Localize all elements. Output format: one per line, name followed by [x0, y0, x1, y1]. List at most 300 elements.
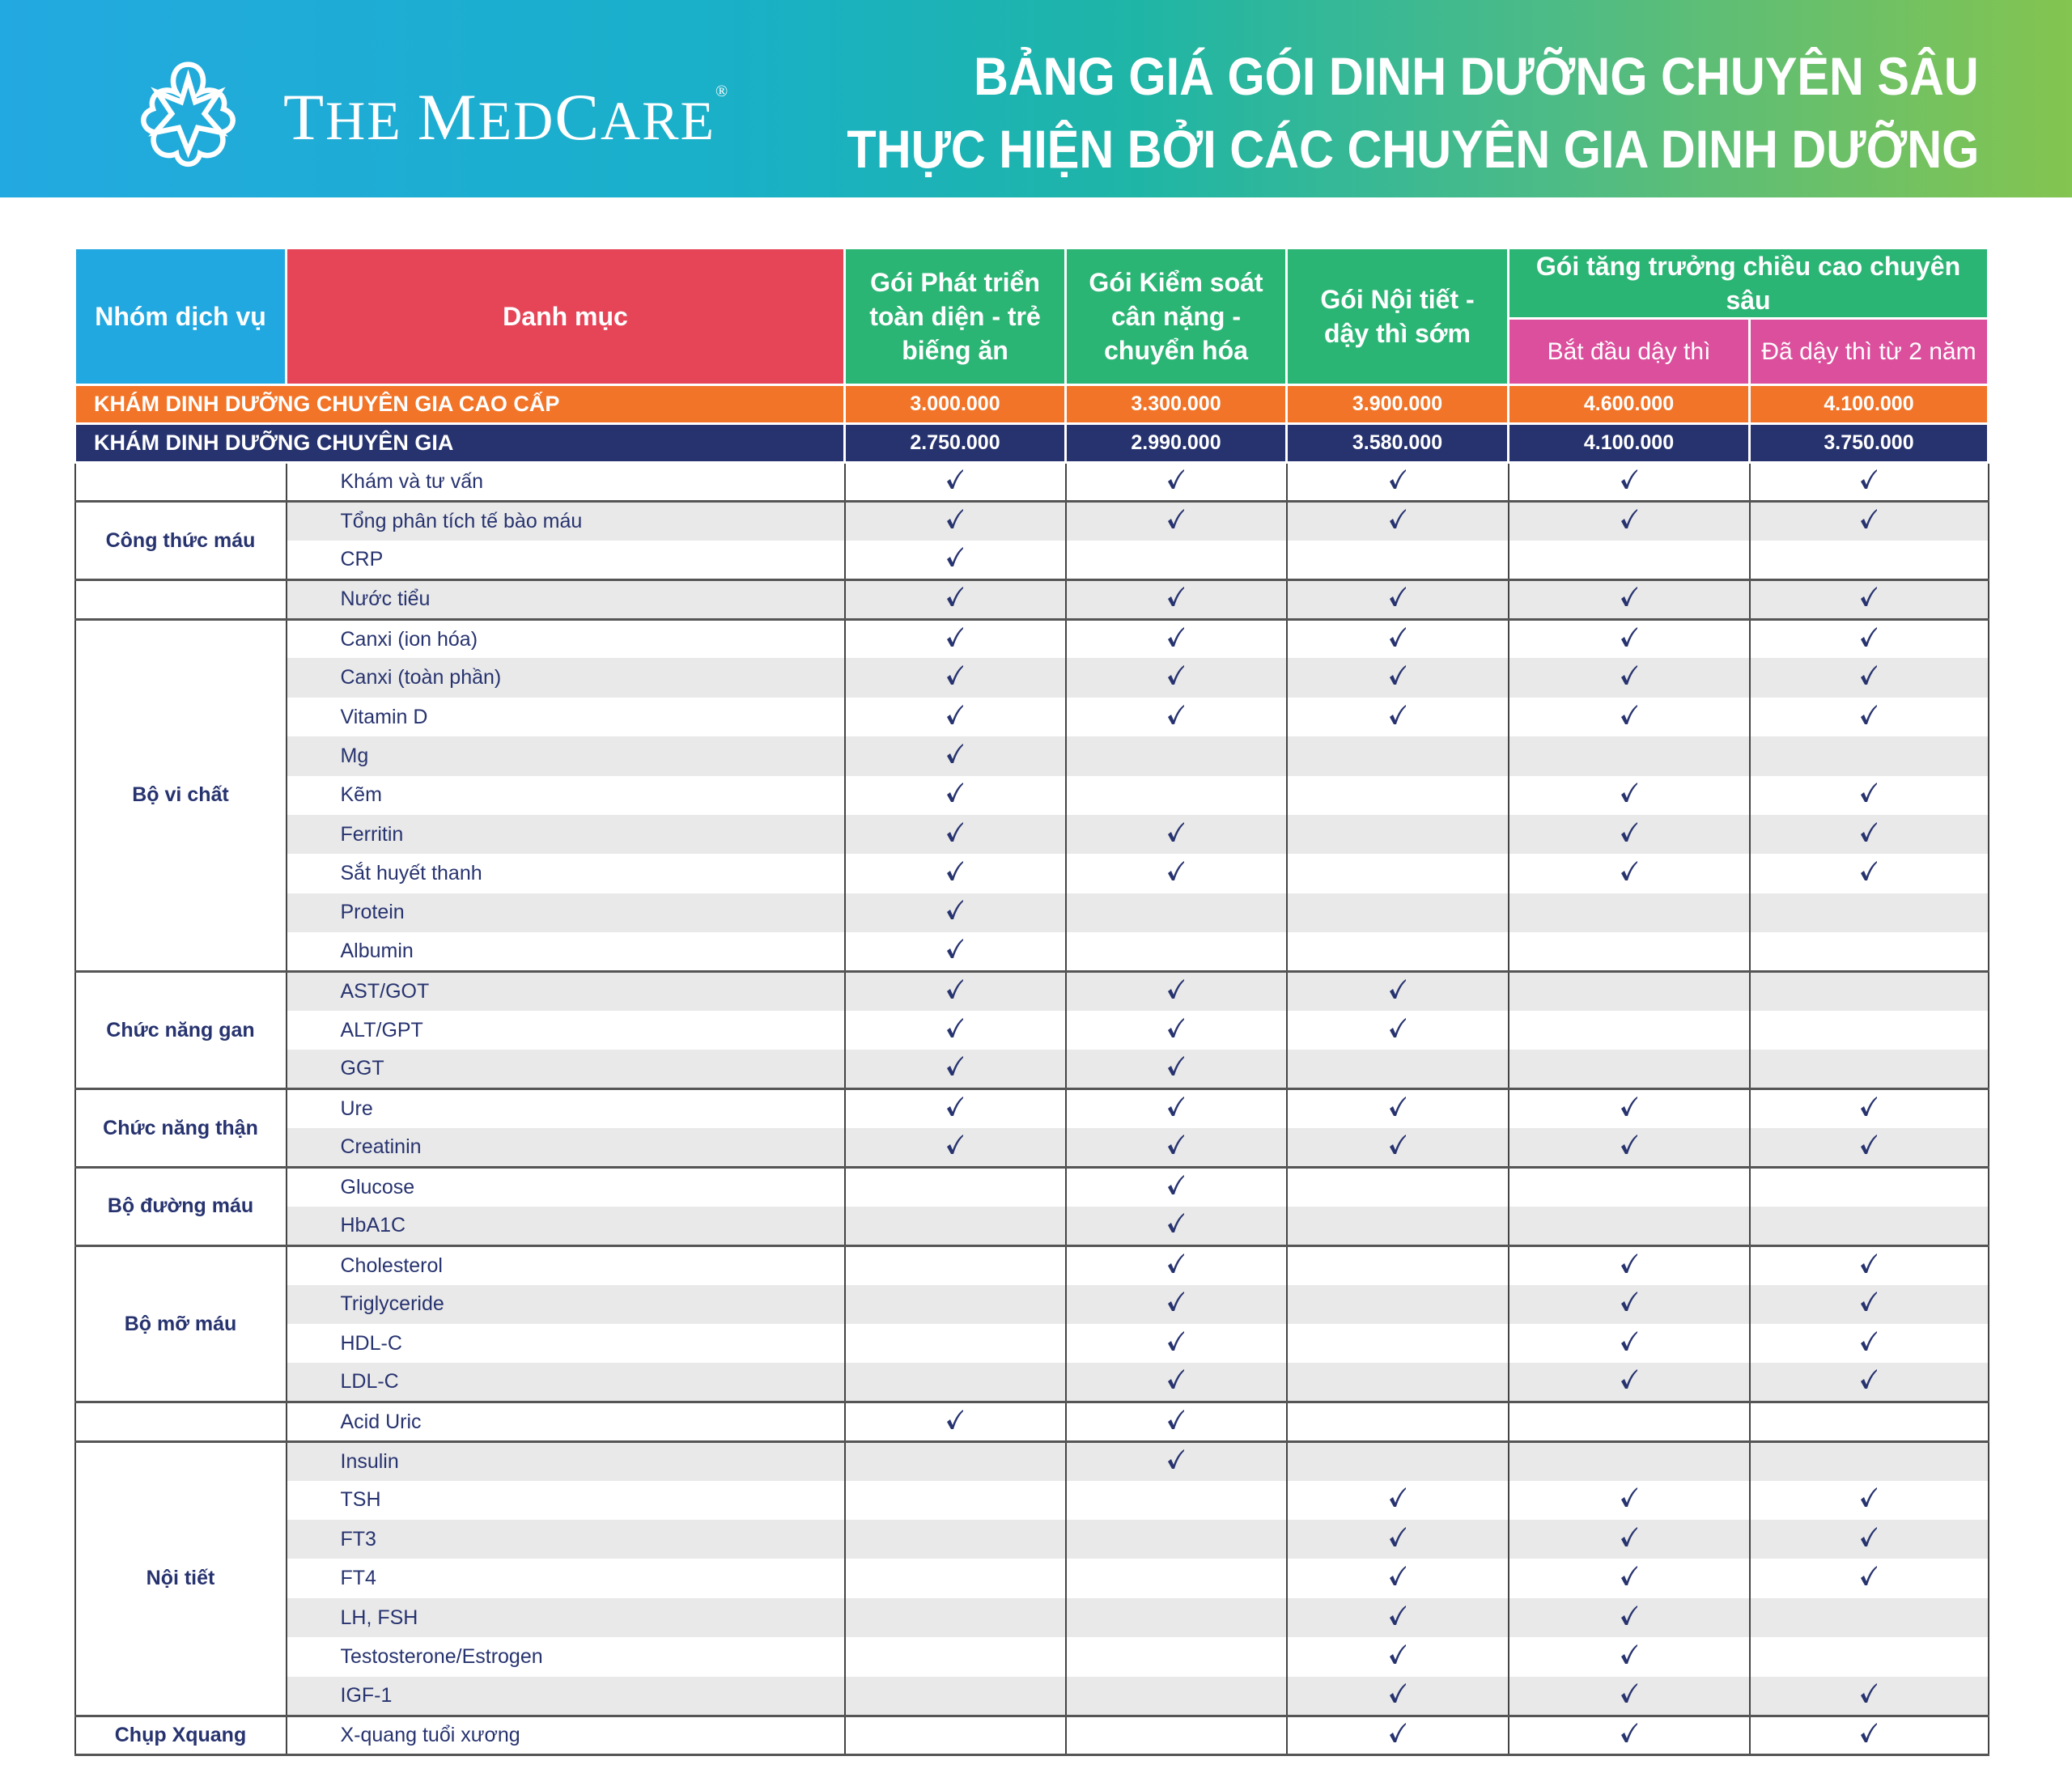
package-inclusion-cell [1287, 893, 1509, 932]
package-inclusion-cell [1066, 1324, 1287, 1363]
checkmark-icon [946, 1137, 964, 1160]
package-inclusion-cell [1066, 1441, 1287, 1480]
service-item-name: Triglyceride [287, 1285, 845, 1324]
checkmark-icon [946, 1412, 964, 1435]
package-inclusion-cell [1509, 932, 1750, 971]
checkmark-icon [1860, 1099, 1878, 1122]
table-row [75, 463, 1989, 502]
package-inclusion-cell [1287, 1324, 1509, 1363]
package-inclusion-cell [1287, 1481, 1509, 1520]
checkmark-icon [1389, 668, 1407, 690]
checkmark-icon [1389, 1020, 1407, 1043]
package-inclusion-cell [1509, 854, 1750, 893]
package-inclusion-cell [1066, 1128, 1287, 1167]
checkmark-icon [946, 630, 964, 652]
package-inclusion-cell [1509, 463, 1750, 502]
checkmark-icon [1860, 1137, 1878, 1160]
column-header-item: Danh mục [287, 248, 845, 385]
package-inclusion-cell [1750, 1441, 1989, 1480]
table-row [75, 698, 1989, 736]
package-inclusion-cell [1066, 1168, 1287, 1207]
package-inclusion-cell [845, 1011, 1066, 1050]
package-inclusion-cell [1750, 932, 1989, 971]
package-inclusion-cell [1287, 1363, 1509, 1402]
checkmark-icon [1167, 472, 1185, 494]
price-value: 4.600.000 [1509, 385, 1750, 424]
checkmark-icon [1167, 630, 1185, 652]
standard-price-row [75, 424, 1989, 463]
table-row [75, 1441, 1989, 1480]
service-item-name: Albumin [287, 932, 845, 971]
service-item-name: X-quang tuổi xương [287, 1716, 845, 1754]
package-inclusion-cell [845, 1637, 1066, 1676]
checkmark-icon [1620, 1256, 1638, 1279]
table-row [75, 815, 1989, 854]
service-group-cell: Bộ vi chất [75, 619, 287, 972]
service-item-name: Canxi (ion hóa) [287, 619, 845, 658]
package-inclusion-cell [845, 1441, 1066, 1480]
package-inclusion-cell [1287, 1559, 1509, 1597]
package-inclusion-cell [1066, 1559, 1287, 1597]
package-inclusion-cell [1750, 815, 1989, 854]
checkmark-icon [946, 825, 964, 847]
package-inclusion-cell [845, 932, 1066, 971]
package-inclusion-cell [1066, 815, 1287, 854]
package-inclusion-cell [1287, 1128, 1509, 1167]
table-row [75, 1245, 1989, 1284]
checkmark-icon [1167, 982, 1185, 1004]
checkmark-icon [1620, 1372, 1638, 1394]
page-title-line1: BẢNG GIÁ GÓI DINH DƯỠNG CHUYÊN SÂU [974, 46, 1979, 106]
checkmark-icon [1167, 589, 1185, 612]
table-row [75, 580, 1989, 619]
package-inclusion-cell [1750, 1168, 1989, 1207]
package-inclusion-cell [845, 1324, 1066, 1363]
service-item-name: HbA1C [287, 1207, 845, 1245]
checkmark-icon [1860, 1725, 1878, 1748]
service-item-name: Nước tiểu [287, 580, 845, 619]
checkmark-icon [1860, 1256, 1878, 1279]
service-item-name: TSH [287, 1481, 845, 1520]
checkmark-icon [1620, 1686, 1638, 1708]
package-inclusion-cell [1287, 1207, 1509, 1245]
column-header-package-weight: Gói Kiểm soát cân nặng - chuyển hóa [1066, 248, 1287, 385]
package-inclusion-cell [1750, 1677, 1989, 1716]
checkmark-icon [1860, 472, 1878, 494]
service-item-name: Cholesterol [287, 1245, 845, 1284]
checkmark-icon [1167, 1137, 1185, 1160]
table-row [75, 1363, 1989, 1402]
package-inclusion-cell [1509, 1716, 1750, 1754]
package-inclusion-cell [1750, 658, 1989, 697]
service-group-cell: Chức năng gan [75, 972, 287, 1089]
checkmark-icon [946, 785, 964, 808]
checkmark-icon [946, 472, 964, 494]
package-inclusion-cell [845, 580, 1066, 619]
package-inclusion-cell [845, 698, 1066, 736]
package-inclusion-cell [1750, 776, 1989, 815]
service-item-name: Kẽm [287, 776, 845, 815]
checkmark-icon [1860, 1294, 1878, 1317]
package-inclusion-cell [845, 619, 1066, 658]
service-group-cell: Nội tiết [75, 1441, 287, 1716]
checkmark-icon [946, 511, 964, 534]
checkmark-icon [1860, 825, 1878, 847]
checkmark-icon [1860, 785, 1878, 808]
checkmark-icon [1860, 1490, 1878, 1512]
checkmark-icon [1860, 630, 1878, 652]
price-value: 3.300.000 [1066, 385, 1287, 424]
table-row [75, 541, 1989, 579]
checkmark-icon [1860, 668, 1878, 690]
service-item-name: Acid Uric [287, 1402, 845, 1441]
service-item-name: AST/GOT [287, 972, 845, 1011]
package-inclusion-cell [1287, 932, 1509, 971]
package-inclusion-cell [1066, 736, 1287, 775]
package-inclusion-cell [1066, 1089, 1287, 1128]
checkmark-icon [1389, 1725, 1407, 1748]
checkmark-icon [1620, 589, 1638, 612]
service-item-name: Tổng phân tích tế bào máu [287, 502, 845, 541]
package-inclusion-cell [1287, 698, 1509, 736]
package-inclusion-cell [1287, 1285, 1509, 1324]
package-inclusion-cell [1066, 1207, 1287, 1245]
checkmark-icon [1167, 1099, 1185, 1122]
package-inclusion-cell [1066, 619, 1287, 658]
service-item-name: Glucose [287, 1168, 845, 1207]
table-row [75, 1285, 1989, 1324]
table-row [75, 1637, 1989, 1676]
brand-name: THE MEDCARE® [283, 80, 730, 154]
package-inclusion-cell [845, 1559, 1066, 1597]
checkmark-icon [946, 941, 964, 964]
package-inclusion-cell [1509, 1677, 1750, 1716]
package-inclusion-cell [1287, 580, 1509, 619]
checkmark-icon [1389, 511, 1407, 534]
table-row [75, 1716, 1989, 1754]
service-item-name: Creatinin [287, 1128, 845, 1167]
package-inclusion-cell [1509, 1324, 1750, 1363]
package-inclusion-cell [1509, 893, 1750, 932]
package-inclusion-cell [1287, 463, 1509, 502]
package-inclusion-cell [1750, 972, 1989, 1011]
package-inclusion-cell [845, 736, 1066, 775]
checkmark-icon [1860, 1529, 1878, 1552]
package-inclusion-cell [1287, 1677, 1509, 1716]
package-inclusion-cell [1066, 1245, 1287, 1284]
price-value: 4.100.000 [1509, 424, 1750, 463]
package-inclusion-cell [1287, 1520, 1509, 1559]
package-inclusion-cell [1066, 1677, 1287, 1716]
checkmark-icon [1389, 1686, 1407, 1708]
package-inclusion-cell [1750, 541, 1989, 579]
package-inclusion-cell [1750, 580, 1989, 619]
package-inclusion-cell [845, 502, 1066, 541]
service-group-cell: Chức năng thận [75, 1089, 287, 1168]
package-inclusion-cell [1066, 893, 1287, 932]
service-item-name: Insulin [287, 1441, 845, 1480]
package-inclusion-cell [845, 1285, 1066, 1324]
package-inclusion-cell [845, 1245, 1066, 1284]
service-item-name: Testosterone/Estrogen [287, 1637, 845, 1676]
checkmark-icon [1620, 1294, 1638, 1317]
package-inclusion-cell [1287, 1050, 1509, 1088]
package-inclusion-cell [1066, 1402, 1287, 1441]
package-inclusion-cell [1750, 1128, 1989, 1167]
checkmark-icon [1167, 511, 1185, 534]
package-inclusion-cell [845, 1402, 1066, 1441]
checkmark-icon [1620, 1568, 1638, 1591]
checkmark-icon [1620, 668, 1638, 690]
package-inclusion-cell [1509, 1598, 1750, 1637]
package-inclusion-cell [1287, 658, 1509, 697]
checkmark-icon [1167, 707, 1185, 730]
package-inclusion-cell [1509, 736, 1750, 775]
checkmark-icon [1167, 1334, 1185, 1356]
package-inclusion-cell [1066, 502, 1287, 541]
service-item-name: Khám và tư vấn [287, 463, 845, 502]
checkmark-icon [1620, 707, 1638, 730]
package-inclusion-cell [1509, 658, 1750, 697]
package-inclusion-cell [1750, 698, 1989, 736]
package-inclusion-cell [845, 1207, 1066, 1245]
checkmark-icon [1620, 630, 1638, 652]
table-row [75, 854, 1989, 893]
service-item-name: CRP [287, 541, 845, 579]
package-inclusion-cell [845, 1168, 1066, 1207]
price-value: 4.100.000 [1750, 385, 1989, 424]
package-inclusion-cell [1066, 1598, 1287, 1637]
package-inclusion-cell [845, 1716, 1066, 1754]
checkmark-icon [1860, 1686, 1878, 1708]
package-inclusion-cell [1066, 698, 1287, 736]
package-inclusion-cell [845, 1363, 1066, 1402]
column-header-package-endocrine: Gói Nội tiết - dậy thì sớm [1287, 248, 1509, 385]
checkmark-icon [1620, 1529, 1638, 1552]
checkmark-icon [946, 863, 964, 886]
price-value: 3.900.000 [1287, 385, 1509, 424]
checkmark-icon [1389, 707, 1407, 730]
package-inclusion-cell [1287, 1637, 1509, 1676]
package-inclusion-cell [1066, 776, 1287, 815]
checkmark-icon [1860, 1372, 1878, 1394]
table-row [75, 1128, 1989, 1167]
service-item-name: Ure [287, 1089, 845, 1128]
package-inclusion-cell [1509, 1207, 1750, 1245]
service-item-name: Sắt huyết thanh [287, 854, 845, 893]
price-value: 3.000.000 [845, 385, 1066, 424]
package-inclusion-cell [845, 463, 1066, 502]
package-inclusion-cell [1750, 1363, 1989, 1402]
table-row [75, 1402, 1989, 1441]
package-inclusion-cell [1066, 1285, 1287, 1324]
checkmark-icon [946, 1020, 964, 1043]
price-value: 2.750.000 [845, 424, 1066, 463]
checkmark-icon [946, 902, 964, 925]
checkmark-icon [1620, 1725, 1638, 1748]
checkmark-icon [1389, 1137, 1407, 1160]
package-inclusion-cell [1066, 1716, 1287, 1754]
checkmark-icon [1389, 1490, 1407, 1512]
package-inclusion-cell [845, 658, 1066, 697]
package-inclusion-cell [1750, 1207, 1989, 1245]
package-inclusion-cell [1750, 502, 1989, 541]
table-row [75, 658, 1989, 697]
checkmark-icon [1620, 1334, 1638, 1356]
package-inclusion-cell [845, 1677, 1066, 1716]
package-inclusion-cell [1287, 1402, 1509, 1441]
service-group-cell: Bộ mỡ máu [75, 1245, 287, 1402]
checkmark-icon [1167, 1256, 1185, 1279]
table-row [75, 932, 1989, 971]
table-row [75, 1207, 1989, 1245]
column-header-package-development: Gói Phát triển toàn diện - trẻ biếng ăn [845, 248, 1066, 385]
package-inclusion-cell [1509, 502, 1750, 541]
checkmark-icon [946, 1099, 964, 1122]
package-inclusion-cell [1750, 854, 1989, 893]
medcare-flower-logo-icon [130, 55, 247, 172]
checkmark-icon [946, 668, 964, 690]
package-inclusion-cell [1287, 1441, 1509, 1480]
checkmark-icon [1167, 1058, 1185, 1081]
registered-mark: ® [715, 83, 730, 100]
package-inclusion-cell [1509, 1285, 1750, 1324]
package-inclusion-cell [1750, 893, 1989, 932]
price-row-label: KHÁM DINH DƯỠNG CHUYÊN GIA [75, 424, 845, 463]
package-inclusion-cell [1287, 619, 1509, 658]
package-inclusion-cell [1509, 1089, 1750, 1128]
package-inclusion-cell [1509, 541, 1750, 579]
package-inclusion-cell [845, 854, 1066, 893]
package-inclusion-cell [1287, 736, 1509, 775]
checkmark-icon [1167, 1177, 1185, 1200]
checkmark-icon [946, 589, 964, 612]
package-inclusion-cell [1509, 1559, 1750, 1597]
checkmark-icon [946, 549, 964, 572]
package-inclusion-cell [1750, 1285, 1989, 1324]
table-row [75, 1168, 1989, 1207]
package-inclusion-cell [1066, 854, 1287, 893]
service-group-cell [75, 1402, 287, 1441]
table-row [75, 893, 1989, 932]
service-group-cell [75, 463, 287, 502]
table-row [75, 776, 1989, 815]
table-row [75, 1520, 1989, 1559]
checkmark-icon [946, 746, 964, 769]
column-header-group: Nhóm dịch vụ [75, 248, 287, 385]
package-inclusion-cell [1509, 1050, 1750, 1088]
service-item-name: Canxi (toàn phần) [287, 658, 845, 697]
service-item-name: FT3 [287, 1520, 845, 1559]
package-inclusion-cell [1509, 972, 1750, 1011]
package-inclusion-cell [1509, 1637, 1750, 1676]
premium-price-row [75, 385, 1989, 424]
package-inclusion-cell [1287, 502, 1509, 541]
table-row [75, 1481, 1989, 1520]
package-inclusion-cell [1066, 541, 1287, 579]
package-inclusion-cell [1750, 1598, 1989, 1637]
service-item-name: Vitamin D [287, 698, 845, 736]
package-inclusion-cell [1750, 1050, 1989, 1088]
package-inclusion-cell [1750, 1520, 1989, 1559]
checkmark-icon [1620, 472, 1638, 494]
checkmark-icon [1860, 1568, 1878, 1591]
checkmark-icon [1620, 825, 1638, 847]
package-inclusion-cell [845, 972, 1066, 1011]
price-table [74, 247, 1989, 1756]
package-inclusion-cell [1066, 1520, 1287, 1559]
checkmark-icon [1167, 825, 1185, 847]
service-item-name: LH, FSH [287, 1598, 845, 1637]
checkmark-icon [1389, 1608, 1407, 1631]
table-row [75, 1598, 1989, 1637]
checkmark-icon [1620, 1608, 1638, 1631]
package-inclusion-cell [1287, 854, 1509, 893]
package-inclusion-cell [1287, 1089, 1509, 1128]
package-inclusion-cell [1066, 1050, 1287, 1088]
package-inclusion-cell [1750, 1245, 1989, 1284]
package-inclusion-cell [1750, 463, 1989, 502]
package-inclusion-cell [1750, 619, 1989, 658]
checkmark-icon [1389, 982, 1407, 1004]
package-inclusion-cell [1287, 1245, 1509, 1284]
table-row [75, 502, 1989, 541]
package-inclusion-cell [1750, 1011, 1989, 1050]
checkmark-icon [1167, 863, 1185, 886]
checkmark-icon [1620, 863, 1638, 886]
checkmark-icon [1167, 1215, 1185, 1238]
checkmark-icon [1860, 589, 1878, 612]
table-row [75, 1559, 1989, 1597]
package-inclusion-cell [1509, 1363, 1750, 1402]
table-row [75, 1324, 1989, 1363]
checkmark-icon [1620, 1099, 1638, 1122]
checkmark-icon [1620, 785, 1638, 808]
package-inclusion-cell [1287, 1168, 1509, 1207]
package-inclusion-cell [1066, 580, 1287, 619]
checkmark-icon [1167, 1020, 1185, 1043]
package-inclusion-cell [1750, 1559, 1989, 1597]
package-inclusion-cell [1509, 776, 1750, 815]
package-inclusion-cell [1287, 541, 1509, 579]
package-inclusion-cell [1066, 658, 1287, 697]
package-inclusion-cell [1509, 1168, 1750, 1207]
checkmark-icon [1167, 668, 1185, 690]
package-inclusion-cell [1750, 1637, 1989, 1676]
package-inclusion-cell [1509, 1011, 1750, 1050]
price-value: 2.990.000 [1066, 424, 1287, 463]
package-inclusion-cell [1750, 1716, 1989, 1754]
package-inclusion-cell [1750, 1402, 1989, 1441]
package-inclusion-cell [1287, 1716, 1509, 1754]
service-item-name: FT4 [287, 1559, 845, 1597]
package-inclusion-cell [1509, 1245, 1750, 1284]
package-inclusion-cell [1287, 776, 1509, 815]
checkmark-icon [1860, 1334, 1878, 1356]
service-group-cell: Bộ đường máu [75, 1168, 287, 1246]
checkmark-icon [1389, 1529, 1407, 1552]
package-inclusion-cell [1509, 1520, 1750, 1559]
checkmark-icon [1860, 707, 1878, 730]
service-group-cell [75, 580, 287, 619]
checkmark-icon [1167, 1294, 1185, 1317]
service-group-cell: Công thức máu [75, 502, 287, 580]
package-inclusion-cell [845, 1481, 1066, 1520]
service-item-name: HDL-C [287, 1324, 845, 1363]
package-inclusion-cell [1066, 972, 1287, 1011]
service-item-name: IGF-1 [287, 1677, 845, 1716]
package-inclusion-cell [1287, 815, 1509, 854]
